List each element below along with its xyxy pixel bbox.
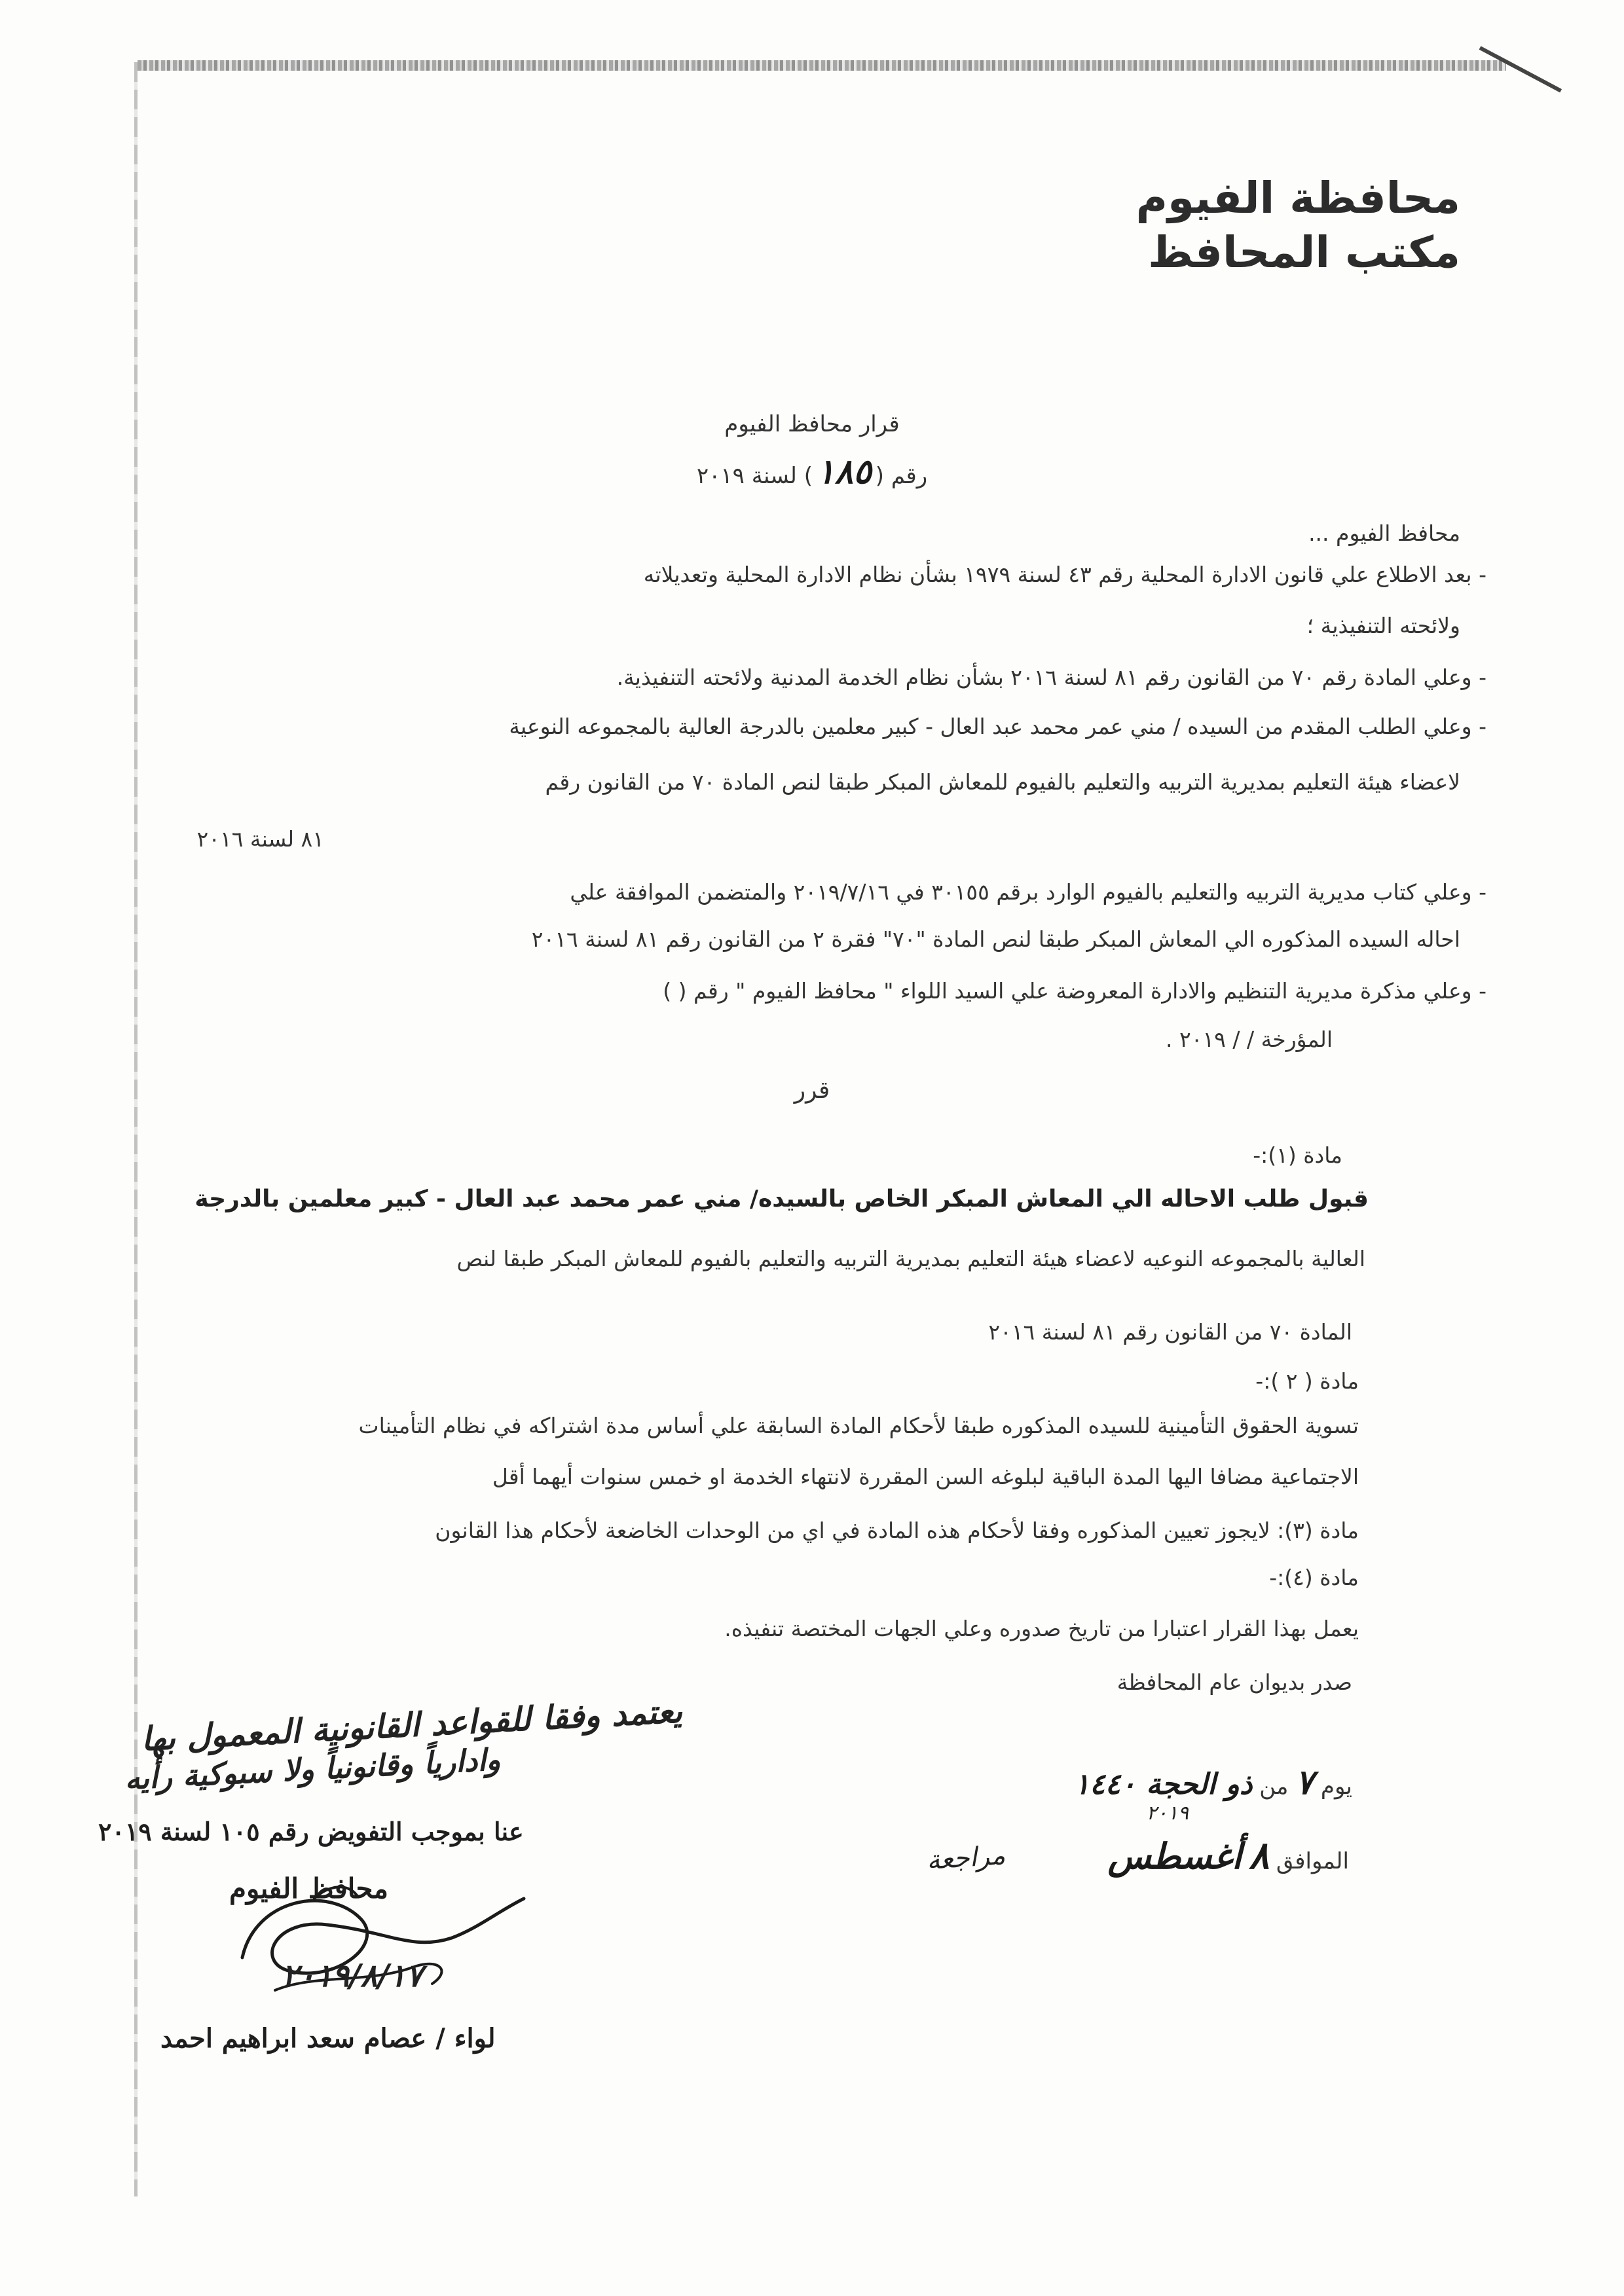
preamble-line: ٨١ لسنة ٢٠١٦	[196, 826, 324, 852]
gregorian-month: أغسطس	[1107, 1835, 1242, 1877]
article-4-title: مادة (٤):-	[1269, 1565, 1359, 1590]
preamble-line: لاعضاء هيئة التعليم بمديرية التربيه والتعليم بالفيوم للمعاش المبكر طبقا لنص المادة ٧٠ من القانون رقم	[545, 769, 1460, 795]
article-1-line: العالية بالمجموعه النوعيه لاعضاء هيئة التعليم بمديرية التربيه والتعليم بالفيوم للمعاش المبكر طبقا لنص	[456, 1246, 1365, 1271]
preamble-line: - وعلي مذكرة مديرية التنظيم والادارة المعروضة علي السيد اللواء " محافظ الفيوم " رقم ( )	[663, 978, 1486, 1004]
decided-heading: قرر	[794, 1077, 830, 1104]
margin-note-1: يعتمد وفقا للقواعد القانونية المعمول بها	[140, 1691, 684, 1758]
day-number: ٧	[1295, 1762, 1314, 1802]
article-1-line: المادة ٧٠ من القانون رقم ٨١ لسنة ٢٠١٦	[988, 1319, 1352, 1345]
gregorian-day: ٨	[1248, 1833, 1270, 1878]
decree-number-suffix: ) لسنة ٢٠١٩	[696, 463, 813, 489]
scan-border-top	[138, 60, 1506, 71]
article-1-title: مادة (١):-	[1253, 1142, 1342, 1168]
preamble-line: - وعلي المادة رقم ٧٠ من القانون رقم ٨١ لسنة ٢٠١٦ بشأن نظام الخدمة المدنية ولائحته التنفيذية.	[616, 665, 1486, 690]
governorate-name: محافظة الفيوم	[1135, 173, 1460, 223]
preamble-line: المؤرخة / / ٢٠١٩ .	[1166, 1027, 1333, 1052]
decree-number-line	[0, 452, 1624, 492]
officer-name: لواء / عصام سعد ابراهيم احمد	[160, 2023, 496, 2054]
margin-note-2: وادارياً وقانونياً ولا سبوكية رأيه	[123, 1741, 502, 1796]
corresponding-label: الموافق	[1276, 1848, 1349, 1874]
letterhead	[1136, 172, 1460, 280]
scan-border-left	[134, 62, 138, 2196]
addressee: محافظ الفيوم ...	[1308, 520, 1460, 546]
stamp-title: محافظ الفيوم	[229, 1872, 389, 1904]
preamble-line: - وعلي الطلب المقدم من السيده / مني عمر محمد عبد العال - كبير معلمين بالدرجة العالية بالمجموعه النوعية	[509, 714, 1486, 739]
gregorian-date-line	[1108, 1833, 1349, 1879]
article-1-line: قبول طلب الاحاله الي المعاش المبكر الخاص بالسيده/ مني عمر محمد عبد العال - كبير معلمين بالدرجة	[194, 1186, 1369, 1212]
article-4-line: يعمل بهذا القرار اعتبارا من تاريخ صدوره وعلي الجهات المختصة تنفيذه.	[724, 1616, 1359, 1641]
preamble-line: - بعد الاطلاع علي قانون الادارة المحلية رقم ٤٣ لسنة ١٩٧٩ بشأن نظام الادارة المحلية وتعديلاته	[643, 562, 1486, 587]
issued-at: صدر بديوان عام المحافظة	[1116, 1669, 1352, 1695]
article-2-line: الاجتماعية مضافا اليها المدة الباقية لبلوغه السن المقررة لانتهاء الخدمة او خمس سنوات أيهما أقل	[492, 1464, 1359, 1489]
decree-number: ١٨٥	[816, 452, 872, 492]
decree-title: قرار محافظ الفيوم	[724, 411, 900, 437]
article-2-title: مادة ( ٢ ):-	[1255, 1368, 1359, 1394]
preamble-line: - وعلي كتاب مديرية التربيه والتعليم بالفيوم الوارد برقم ٣٠١٥٥ في ٢٠١٩/٧/١٦ والمتضمن الموافقة علي	[570, 879, 1486, 905]
hijri-date-line	[1074, 1762, 1352, 1803]
decree-number-prefix: رقم (	[875, 463, 928, 489]
side-note: مراجعة	[925, 1840, 1006, 1876]
hijri-date: ذو الحجة ١٤٤٠	[1074, 1768, 1253, 1801]
from-label: من	[1259, 1774, 1289, 1800]
gregorian-year: ٢٠١٩	[1146, 1802, 1189, 1825]
article-3-line: مادة (٣): لايجوز تعيين المذكوره وفقا لأحكام هذه المادة في اي من الوحدات الخاضعة لأحكام هذا القانون	[435, 1518, 1359, 1543]
day-label: يوم	[1320, 1774, 1352, 1800]
preamble-line: احاله السيده المذكوره الي المعاش المبكر طبقا لنص المادة "٧٠" فقرة ٢ من القانون رقم ٨١ لسنة ٢٠١٦	[531, 926, 1460, 952]
office-name: مكتب المحافظ	[1148, 227, 1460, 278]
article-2-line: تسوية الحقوق التأمينية للسيده المذكوره طبقا لأحكام المادة السابقة علي أساس مدة اشتراكه في نظام التأمينات	[358, 1413, 1359, 1438]
preamble-line: ولائحته التنفيذية ؛	[1306, 613, 1460, 638]
signature-date: ٢٠١٩/٨/١٧	[282, 1958, 423, 1994]
stamp-line: عنا بموجب التفويض رقم ١٠٥ لسنة ٢٠١٩	[98, 1817, 524, 1846]
